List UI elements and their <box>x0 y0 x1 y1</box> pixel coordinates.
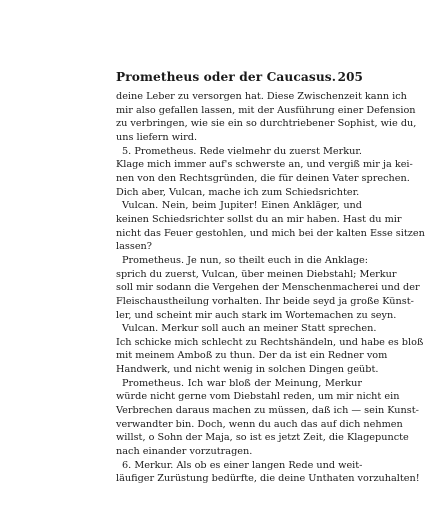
text-line: Vulcan. Nein, beim Jupiter! Einen Ankläger, und <box>122 200 362 212</box>
text-line: lassen? <box>116 241 152 253</box>
text-line: ler, und scheint mir auch stark im Wortemachen zu seyn. <box>116 309 397 321</box>
text-line: Vulcan. Merkur soll auch an meiner Statt sprechen. <box>122 323 377 335</box>
text-line: verwandter bin. Doch, wenn du auch das auf dich nehmen <box>116 418 403 430</box>
text-line: nen von den Rechtsgründen, die für deinen Vater sprechen. <box>116 172 410 184</box>
text-line: Handwerk, und nicht wenig in solchen Dingen geübt. <box>116 364 379 376</box>
text-line: uns liefern wird. <box>116 131 198 143</box>
text-line: willst, o Sohn der Maja, so ist es jetzt Zeit, die Klagepuncte <box>116 432 409 444</box>
text-line: keinen Schiedsrichter sollst du an mir haben. Hast du mir <box>116 213 402 225</box>
text-line: soll mir sodann die Vergehen der Menschenmacherei und der <box>116 282 420 294</box>
text-line: 5. Prometheus. Rede vielmehr du zuerst Merkur. <box>122 145 362 157</box>
running-title: Prometheus oder der Caucasus. <box>116 70 337 84</box>
text-line: zu verbringen, wie sie ein so durchtriebener Sophist, wie du, <box>116 118 417 130</box>
text-line: mir also gefallen lassen, mit der Ausführung einer Defension <box>116 104 416 116</box>
body-text <box>116 90 425 486</box>
page-number: 205 <box>337 70 363 84</box>
text-line: nach einander vorzutragen. <box>116 446 253 458</box>
text-line: würde nicht gerne vom Diebstahl reden, um mir nicht ein <box>116 391 400 403</box>
running-header <box>116 70 363 84</box>
text-line: Klage mich immer auf's schwerste an, und vergiß mir ja kei- <box>116 159 413 171</box>
text-line: Ich schicke mich schlecht zu Rechtshändeln, und habe es bloß <box>116 336 424 348</box>
text-line: mit meinem Amboß zu thun. Der da ist ein Redner vom <box>116 350 388 362</box>
text-line: sprich du zuerst, Vulcan, über meinen Diebstahl; Merkur <box>116 268 397 280</box>
text-line: Prometheus. Je nun, so theilt euch in die Anklage: <box>122 254 369 266</box>
text-line: Fleischaustheilung vorhalten. Ihr beide seyd ja große Künst- <box>116 295 414 307</box>
text-line: Verbrechen daraus machen zu müssen, daß ich — sein Kunst- <box>116 405 419 417</box>
text-line: 6. Merkur. Als ob es einer langen Rede und weit- <box>122 459 363 471</box>
text-line: Prometheus. Ich war bloß der Meinung, Merkur <box>122 377 362 389</box>
text-line: nicht das Feuer gestohlen, und mich bei der kalten Esse sitzen <box>116 227 425 239</box>
text-line: deine Leber zu versorgen hat. Diese Zwischenzeit kann ich <box>116 91 407 102</box>
text-line: Dich aber, Vulcan, mache ich zum Schiedsrichter. <box>116 186 360 198</box>
text-line: läufiger Zurüstung bedürfte, die deine Unthaten vorzuhalten! <box>116 473 420 485</box>
